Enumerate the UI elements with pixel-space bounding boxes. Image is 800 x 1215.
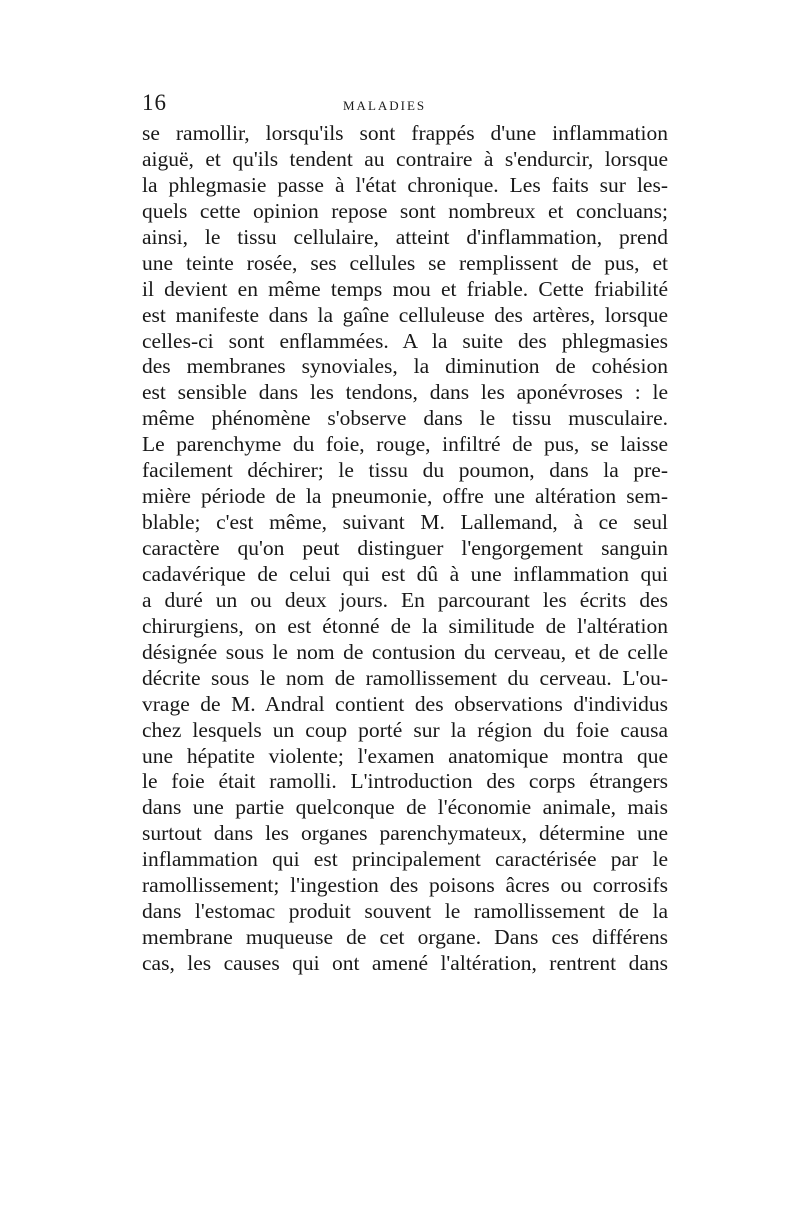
text-line: celles-ci sont enflammées. A la suite des phlegmasies	[142, 328, 668, 353]
text-line: ramollissement; l'ingestion des poisons âcres ou corrosifs	[142, 873, 668, 898]
text-line: dans l'estomac produit souvent le ramollissement de la	[142, 899, 668, 924]
text-line: une teinte rosée, ses cellules se remplissent de pus, et	[142, 250, 668, 275]
page-number: 16	[142, 90, 167, 115]
text-line: blable; c'est même, suivant M. Lallemand, à ce seul	[142, 510, 668, 535]
text-line: surtout dans les organes parenchymateux, détermine une	[142, 821, 668, 846]
body-text	[142, 121, 668, 977]
text-line: quels cette opinion repose sont nombreux et concluans;	[142, 198, 668, 223]
text-line: membrane muqueuse de cet organe. Dans ces différens	[142, 925, 668, 950]
text-line: facilement déchirer; le tissu du poumon, dans la pre-	[142, 458, 668, 483]
text-line: a duré un ou deux jours. En parcourant les écrits des	[142, 587, 668, 612]
text-line: cadavérique de celui qui est dû à une inflammation qui	[142, 561, 668, 586]
text-line: inflammation qui est principalement caractérisée par le	[142, 847, 668, 872]
text-line: cas, les causes qui ont amené l'altération, rentrent dans	[142, 951, 668, 975]
text-line: une hépatite violente; l'examen anatomique montra que	[142, 743, 668, 768]
text-line: décrite sous le nom de ramollissement du cerveau. L'ou-	[142, 665, 668, 690]
page-header	[142, 90, 668, 120]
text-line: Le parenchyme du foie, rouge, infiltré de pus, se laisse	[142, 432, 668, 457]
text-line: désignée sous le nom de contusion du cerveau, et de celle	[142, 639, 668, 664]
running-head: MALADIES	[343, 98, 427, 113]
text-line: il devient en même temps mou et friable. Cette friabilité	[142, 276, 668, 301]
text-line: le foie était ramolli. L'introduction des corps étrangers	[142, 769, 668, 794]
text-line: chirurgiens, on est étonné de la similitude de l'altération	[142, 613, 668, 638]
text-line: ainsi, le tissu cellulaire, atteint d'inflammation, prend	[142, 224, 668, 249]
text-line: est sensible dans les tendons, dans les aponévroses : le	[142, 380, 668, 405]
text-line: se ramollir, lorsqu'ils sont frappés d'une inflammation	[142, 121, 668, 145]
text-line: mière période de la pneumonie, offre une altération sem-	[142, 484, 668, 509]
text-line: caractère qu'on peut distinguer l'engorgement sanguin	[142, 536, 668, 560]
text-line: est manifeste dans la gaîne celluleuse des artères, lorsque	[142, 302, 668, 327]
text-line: même phénomène s'observe dans le tissu musculaire.	[142, 406, 668, 431]
text-line: dans une partie quelconque de l'économie animale, mais	[142, 795, 668, 820]
text-line: aiguë, et qu'ils tendent au contraire à s'endurcir, lorsque	[142, 146, 668, 171]
text-line: la phlegmasie passe à l'état chronique. Les faits sur les-	[142, 172, 668, 197]
text-line: vrage de M. Andral contient des observations d'individus	[142, 691, 668, 716]
text-line: chez lesquels un coup porté sur la région du foie causa	[142, 717, 668, 742]
text-line: des membranes synoviales, la diminution de cohésion	[142, 354, 668, 379]
